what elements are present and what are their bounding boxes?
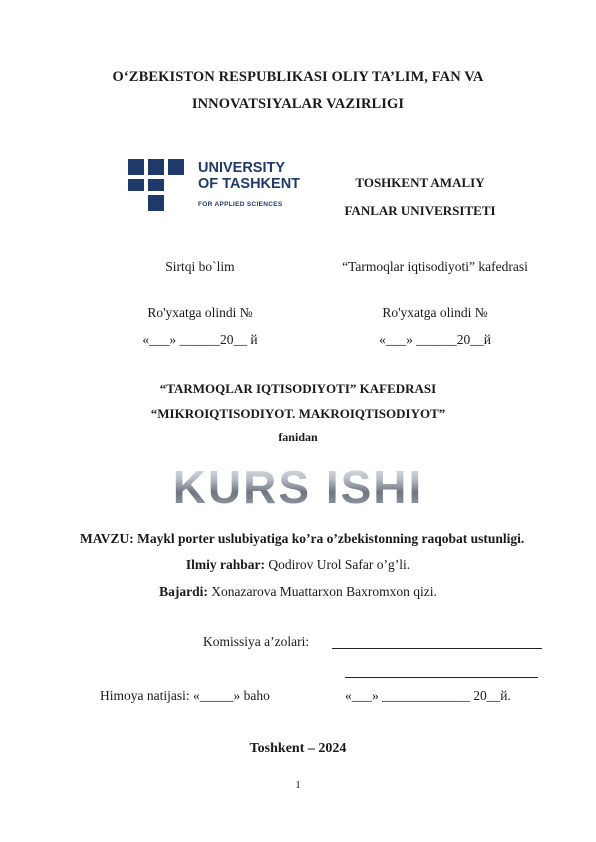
left-department: Sirtqi bo`lim <box>165 259 235 274</box>
author-name: Xonazarova Muattarxon Baxromxon qizi. <box>211 584 437 599</box>
logo-line-2: OF TASHKENT <box>198 176 301 192</box>
advisor-line <box>0 557 596 573</box>
university-logo-icon <box>128 159 188 211</box>
page-number: 1 <box>295 779 301 791</box>
commission-signature-line-2 <box>345 677 538 678</box>
defense-date: «___» _____________ 20__й. <box>345 688 511 703</box>
author-line <box>0 584 596 600</box>
course-work-title: KURS ISHI <box>0 460 596 514</box>
subject-line-3: fanidan <box>278 430 318 444</box>
subject-line-2: “MIKROIQTISODIYOT. MAKROIQTISODIYOT” <box>150 406 446 421</box>
author-label: Bajardi: <box>159 584 208 599</box>
defense-result: Himoya natijasi: «_____» baho <box>100 688 270 703</box>
advisor-label: Ilmiy rahbar: <box>185 557 266 572</box>
commission-label: Komissiya a’zolari: <box>203 634 310 649</box>
topic-text: Maykl porter uslubiyatiga ko’ra o’zbekistonning raqobat ustunligi. <box>137 531 525 546</box>
advisor-name: Qodirov Urol Safar o’g’li. <box>268 557 411 572</box>
ministry-line-1: O‘ZBEKISTON RESPUBLIKASI OLIY TA’LIM, FAN VA <box>112 69 484 85</box>
right-registration: Ro'yxatga olindi № <box>382 305 488 320</box>
left-registration: Ro'yxatga olindi № <box>147 305 253 320</box>
subject-line-1: “TARMOQLAR IQTISODIYOTI” KAFEDRASI <box>159 381 437 396</box>
commission-signature-line-1 <box>332 648 542 649</box>
topic-line <box>80 531 560 547</box>
right-department: “Tarmoqlar iqtisodiyoti” kafedrasi <box>342 259 528 274</box>
topic-label: MAVZU: <box>80 531 134 546</box>
right-registration-date: «___» ______20__й <box>379 332 491 347</box>
logo-line-3: FOR APPLIED SCIENCES <box>198 201 283 208</box>
university-name-line-1: TOSHKENT AMALIY <box>355 175 485 190</box>
ministry-line-2: INNOVATSIYALAR VAZIRLIGI <box>191 96 405 112</box>
university-name-line-2: FANLAR UNIVERSITETI <box>344 203 496 218</box>
logo-line-1: UNIVERSITY <box>198 160 286 176</box>
left-registration-date: «___» ______20__ й <box>142 332 258 347</box>
city-year: Toshkent – 2024 <box>249 741 347 756</box>
